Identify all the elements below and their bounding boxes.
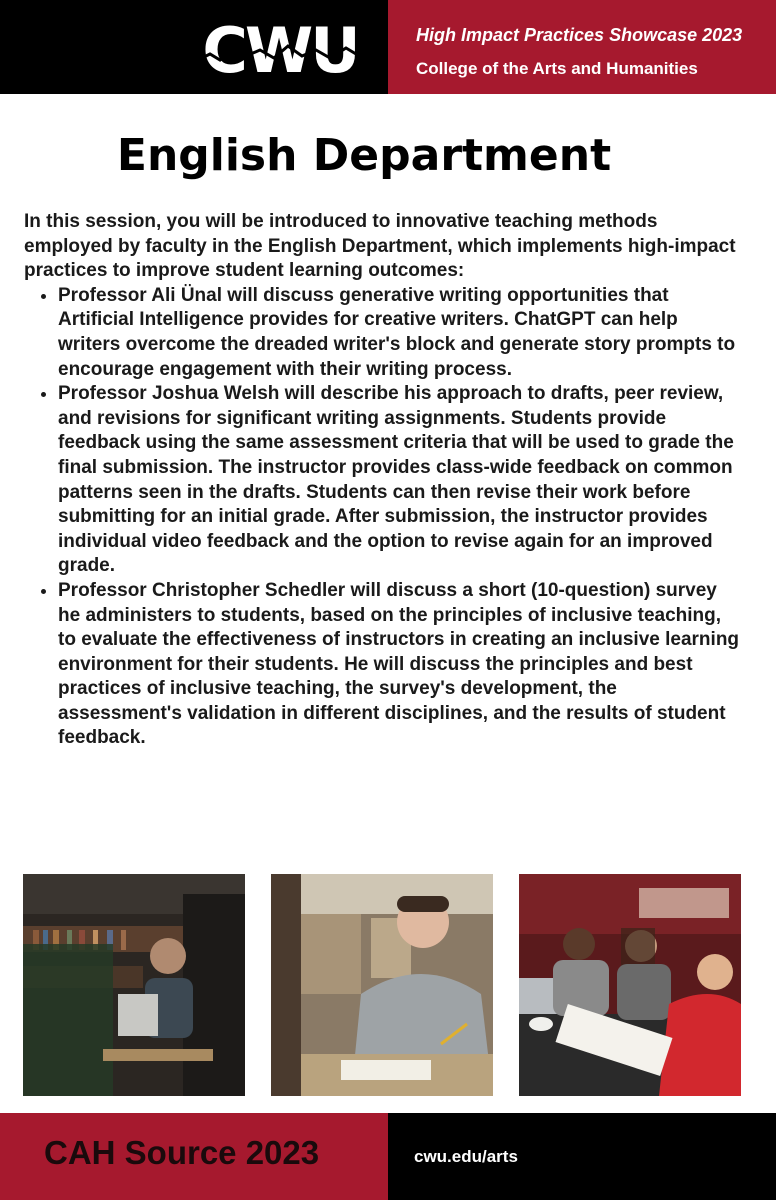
photo-group-study xyxy=(519,874,741,1096)
college-name: College of the Arts and Humanities xyxy=(416,59,698,78)
page-title: English Department xyxy=(116,130,612,181)
footer-source-panel xyxy=(0,1113,388,1200)
list-item: • Professor Ali Ünal will discuss generative writing opportunities that Artificial Intelligence provides for creative writers. ChatGPT can help writers overcome the dreaded writer's block and generate story prompts to encourage engagement with their writing process. xyxy=(58,284,744,382)
session-description xyxy=(24,210,744,751)
intro-paragraph: In this session, you will be introduced to innovative teaching methods employed by faculty in the English Department, which implements high-impact practices to improve student learning outcomes: xyxy=(24,211,736,282)
header-title-panel xyxy=(388,0,776,94)
header-logo-panel xyxy=(0,0,388,94)
list-item: • Professor Christopher Schedler will discuss a short (10-question) survey he administers to students, based on the principles of inclusive teaching, to evaluate the effectiveness of instructors in creating an inclusive learning environment for their students. He will discuss the principles and best practices of inclusive teaching, the survey's development, the assessment's validation in different disciplines, and the results of student feedback. xyxy=(58,579,744,751)
svg-text:CWU: CWU xyxy=(202,20,358,80)
footer xyxy=(0,1113,776,1200)
photo-library-laptop xyxy=(23,874,245,1096)
presenter-list xyxy=(24,284,744,751)
website-link[interactable]: cwu.edu/arts xyxy=(414,1146,518,1166)
photo-smiling-student xyxy=(271,874,493,1096)
list-item: • Professor Joshua Welsh will describe his approach to drafts, peer review, and revisions for significant writing assignments. Students provide feedback using the same assessment criteria that will be used to grade the final submission. The instructor provides class-wide feedback on common patterns seen in the drafts. Students can then revise their work before submitting for an initial grade. After submission, the instructor provides individual video feedback and the option to revise again for an improved grade. xyxy=(58,382,744,579)
source-title: CAH Source 2023 xyxy=(44,1134,320,1171)
showcase-title: High Impact Practices Showcase 2023 xyxy=(416,25,743,45)
footer-url-panel xyxy=(388,1113,776,1200)
header xyxy=(0,0,776,94)
cwu-logo xyxy=(190,20,370,80)
